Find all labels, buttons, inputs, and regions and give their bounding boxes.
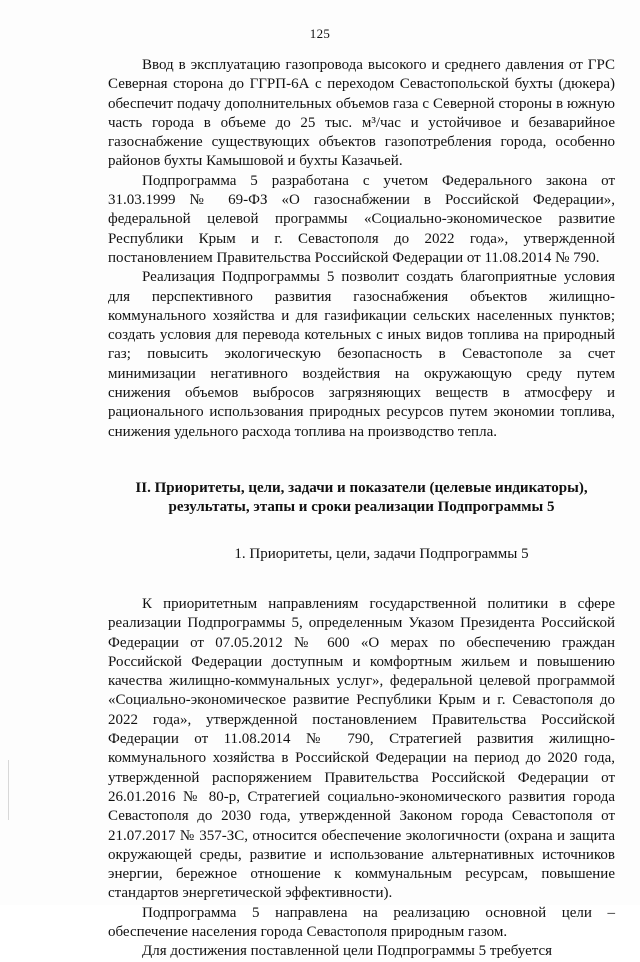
subsection-heading: 1. Приоритеты, цели, задачи Подпрограммы 5: [234, 545, 529, 562]
page-content: [108, 56, 615, 962]
paragraph-goal-requirements: Для достижения поставленной цели Подпрограммы 5 требуется: [142, 943, 553, 960]
page-number: 125: [309, 26, 331, 41]
paragraph-subprogram-basis: Подпрограмма 5 разработана с учетом Федерального закона от 31.03.1999 № 69-ФЗ «О газоснабжении в Российской Федерации», федеральной целевой программы «Социально-экономическое развитие Республики Крым и г. Севастополя до 2022 года», утвержденной постановлением Правительства Российской Федерации от 11.08.2014 № 790.: [108, 172, 615, 266]
scan-margin-mark: [8, 760, 9, 820]
paragraph-main-goal: Подпрограмма 5 направлена на реализацию основной цели – обеспечение населения города Севастополя природным газом.: [108, 904, 615, 940]
paragraph-implementation-benefits: Реализация Подпрограммы 5 позволит создать благоприятные условия для перспективного развития газоснабжения объектов жилищно-коммунального хозяйства и для газификации сельских населенных пунктов; создать условия для перевода котельных с иных видов топлива на природный газ; повысить экологическую безопасность в Севастополе за счет минимизации негативного воздействия на окружающую среду путем снижения объемов выбросов загрязняющих веществ в атмосферу и рационального использования природных ресурсов путем экономии топлива, снижения удельного расхода топлива на производство тепла.: [108, 269, 615, 440]
section-heading-line-2: результаты, этапы и сроки реализации Подпрограммы 5: [168, 499, 555, 516]
section-heading-line-1: II. Приоритеты, цели, задачи и показатели (целевые индикаторы),: [135, 479, 588, 496]
paragraph-gas-pipeline: Ввод в эксплуатацию газопровода высокого и среднего давления от ГРС Северная сторона до ГГРП-6А с переходом Севастопольской бухты (дюкера) обеспечит подачу дополнительных объемов газа с Северной стороны в южную часть города в объеме до 25 тыс. м³/час и устойчивое и безаварийное газоснабжение существующих объектов газопотребления города, особенно районов бухты Камышовой и бухты Казачьей.: [108, 57, 615, 170]
paragraph-policy-priorities: К приоритетным направлениям государственной политики в сфере реализации Подпрограммы 5, определенным Указом Президента Российской Федерации от 07.05.2012 № 600 «О мерах по обеспечению граждан Российской Федерации доступным и комфортным жильем и повышению качества жилищно-коммунальных услуг», федеральной целевой программой «Социально-экономическое развитие Республики Крым и г. Севастополя до 2022 года», утвержденной постановлением Правительства Российской Федерации от 11.08.2014 № 790, Стратегией развития жилищно-коммунального хозяйства в Российской Федерации на период до 2020 года, утвержденной распоряжением Правительства Российской Федерации от 26.01.2016 № 80-р, Стратегией социально-экономического развития города Севастополя до 2030 года, утвержденной Законом города Севастополя от 21.07.2017 № 357-ЗС, относится обеспечение экологичности (охрана и защита окружающей среды, развитие и использование альтернативных источников энергии, бережное отношение к коммунальным ресурсам, повышение стандартов энергетической эффективности).: [108, 595, 615, 902]
section-heading: [108, 479, 615, 518]
